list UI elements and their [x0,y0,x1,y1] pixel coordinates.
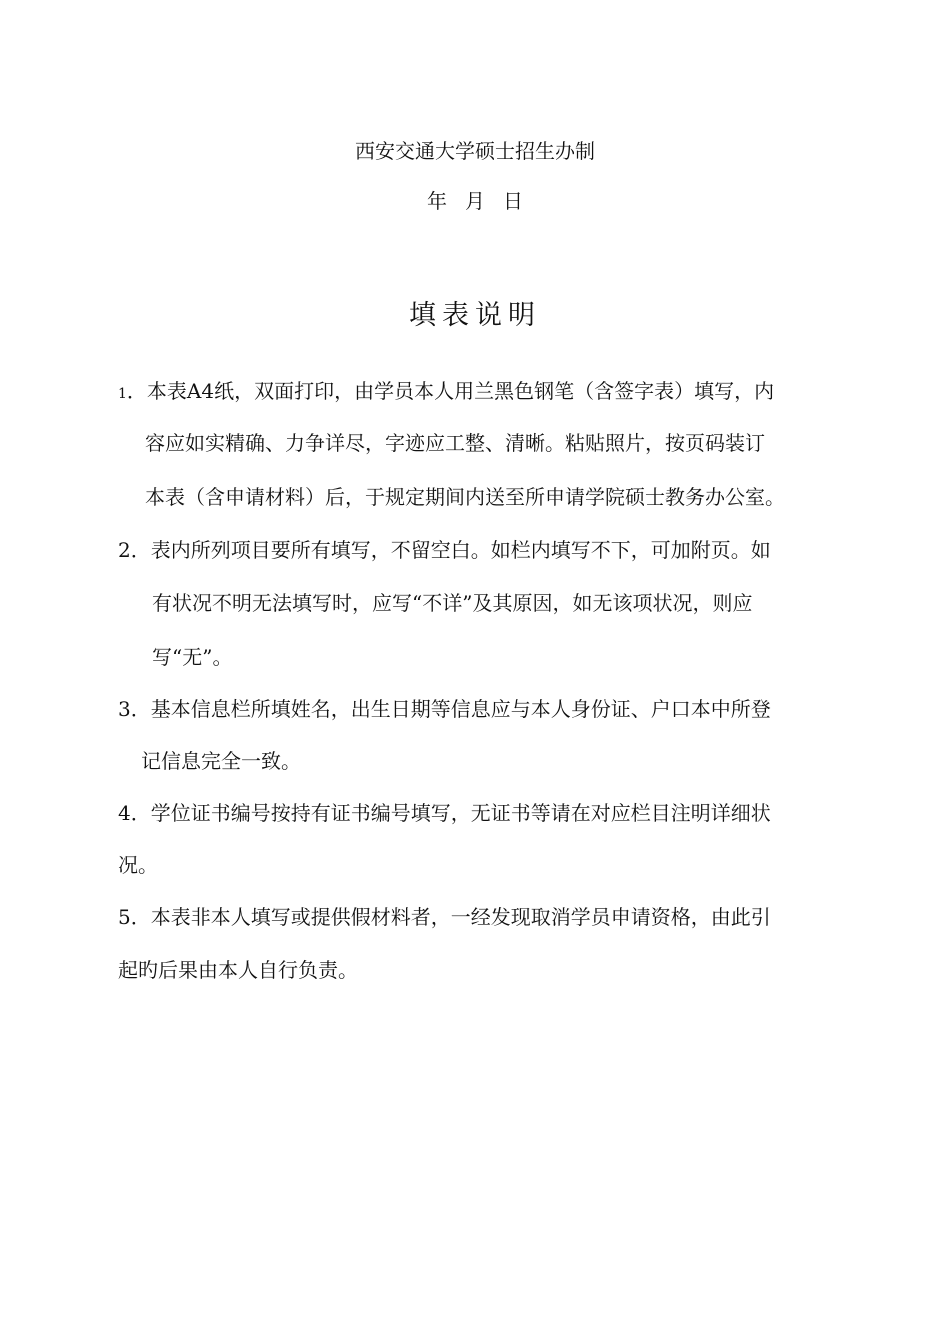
issuer-line: 西安交通大学硕士招生办制 [355,139,595,163]
instruction-1-line-3: 本表（含申请材料）后，于规定期间内送至所申请学院硕士教务办公室。 [145,485,785,509]
instruction-5-number: 5 [118,905,131,929]
date-month: 月 [465,189,485,213]
section-title: 填表说明 [409,300,541,331]
instruction-3-line-1: 3．基本信息栏所填姓名，出生日期等信息应与本人身份证、户口本中所登 [118,697,771,721]
instruction-1-number: 1 [118,386,127,402]
instruction-3-number: 3 [118,697,131,721]
instruction-5-line-1: 5．本表非本人填写或提供假材料者，一经发现取消学员申请资格，由此引 [118,905,771,929]
instruction-4-line-2: 况。 [118,853,158,877]
instruction-2-line-3: 写“无”。 [152,645,233,669]
instruction-2-number: 2 [118,538,131,562]
date-year: 年 [427,189,447,213]
instruction-3-line-2: 记信息完全一致。 [141,749,301,773]
date-line [0,188,950,214]
date-day: 日 [503,189,523,213]
instruction-5-line-2: 起旳后果由本人自行负责。 [118,958,358,982]
instruction-2-line-1: 2．表内所列项目要所有填写，不留空白。如栏内填写不下，可加附页。如 [118,538,771,562]
instruction-4-line-1: 4．学位证书编号按持有证书编号填写，无证书等请在对应栏目注明详细状 [118,801,771,825]
instruction-2-line-2: 有状况不明无法填写时，应写“不详”及其原因，如无该项状况，则应 [152,591,753,615]
instruction-1-line-2: 容应如实精确、力争详尽，字迹应工整、清晰。粘贴照片，按页码装订 [145,431,765,455]
instruction-4-number: 4 [118,801,131,825]
instruction-1-line-1: 1．本表A4纸，双面打印，由学员本人用兰黑色钢笔（含签字表）填写，内 [118,379,775,403]
